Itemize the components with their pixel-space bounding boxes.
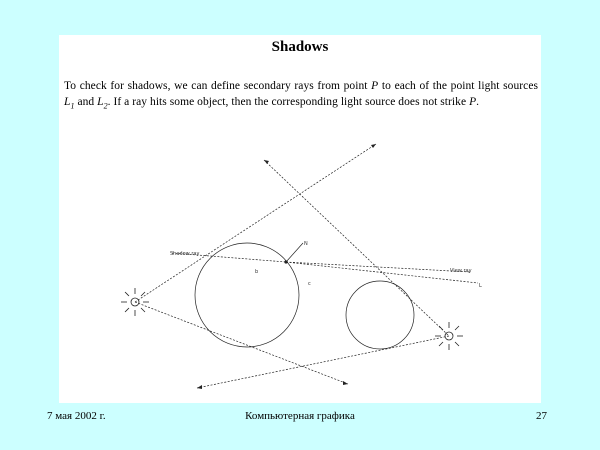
footer-course: Компьютерная графика: [245, 410, 355, 422]
slide-title: Shadows: [271, 39, 329, 55]
para-point-p-2: P: [469, 95, 477, 108]
label-point-b: b: [255, 269, 259, 275]
para-light-l1-letter: L: [64, 95, 71, 108]
label-left-ray: Shadow ray: [170, 251, 200, 257]
point-p-marker: [284, 260, 287, 263]
ray-l1-to-top-right: [135, 144, 376, 302]
ray-l1-to-lower-right: [135, 302, 348, 384]
arrowhead-lower-right: [343, 381, 348, 385]
small-sphere: [346, 281, 414, 349]
para-light-l2-sub: 2: [103, 100, 108, 110]
para-light-l1-sub: 1: [70, 100, 75, 110]
para-text-2: to each of the point light sources: [378, 80, 538, 92]
label-lower-right: L: [479, 283, 482, 289]
footer-page-number: 27: [536, 410, 547, 422]
para-and: and: [74, 95, 98, 108]
label-normal: N: [304, 241, 308, 247]
para-text-1: To check for shadows, we can define secondary rays from point: [64, 80, 372, 92]
ray-view-right: [286, 262, 470, 272]
para-text-4: .: [476, 95, 480, 108]
arrowhead-top-right: [371, 144, 376, 148]
label-point-c: c: [308, 281, 311, 287]
arrowhead-top-left: [264, 160, 269, 164]
arrowhead-lower-left: [197, 385, 202, 389]
ray-top-left-to-l2: [264, 160, 449, 336]
label-right-ray: View ray: [450, 268, 472, 274]
footer-date: 7 мая 2002 г.: [47, 410, 106, 422]
normal-vector: [286, 243, 303, 262]
ray-l2-to-lower-left: [197, 336, 449, 388]
para-light-l2-letter: L: [97, 95, 104, 108]
para-point-p: P: [371, 80, 379, 92]
para-text-3: . If a ray hits some object, then the corresponding light source does not strike: [107, 95, 470, 108]
